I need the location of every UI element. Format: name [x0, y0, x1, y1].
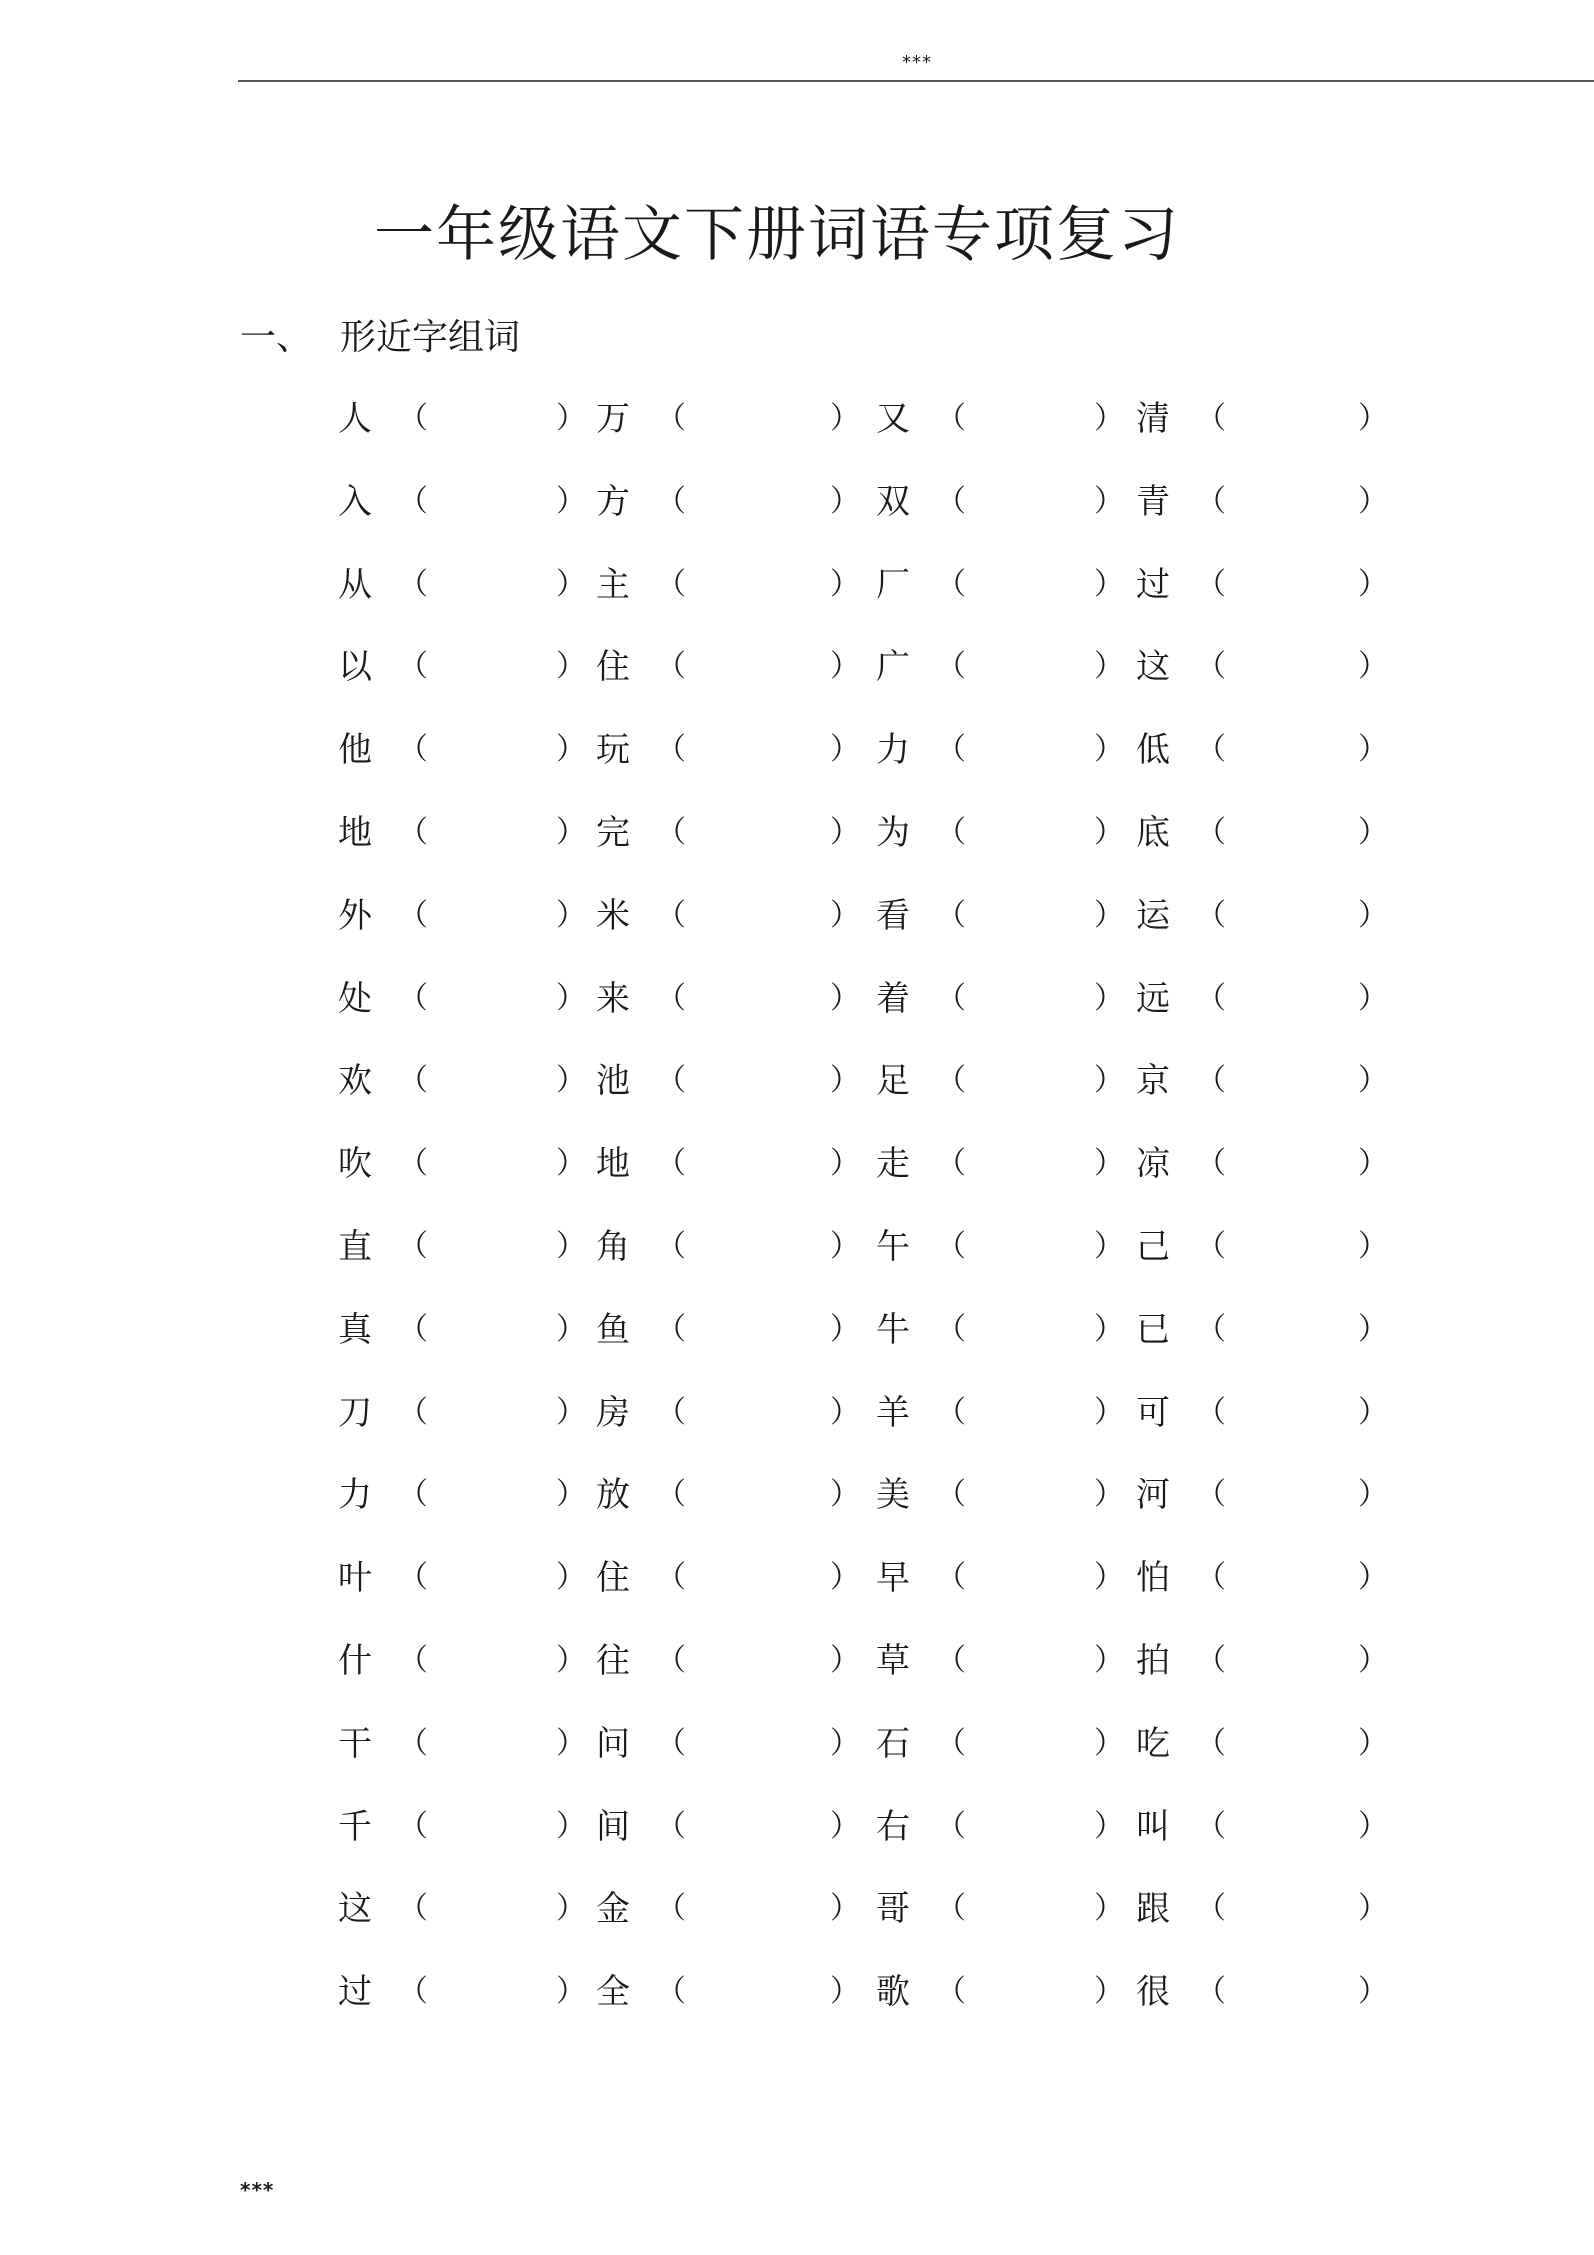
character: 刀: [338, 1392, 372, 1433]
open-paren: （: [656, 649, 686, 685]
open-paren: （: [1196, 1228, 1226, 1264]
character: 住: [596, 1558, 630, 1599]
close-paren: ）: [830, 1311, 860, 1347]
character: 广: [876, 647, 910, 688]
character: 万: [596, 399, 630, 439]
close-paren: ）: [1094, 814, 1124, 850]
open-paren: （: [1196, 1560, 1226, 1596]
word-row: [338, 1885, 1388, 1968]
open-paren: （: [398, 1560, 428, 1596]
close-paren: ）: [1094, 1063, 1124, 1099]
open-paren: （: [398, 814, 428, 850]
close-paren: ）: [830, 1063, 860, 1099]
character: 厂: [876, 564, 910, 605]
open-paren: （: [656, 1394, 686, 1430]
close-paren: ）: [1094, 1891, 1124, 1927]
character: 方: [596, 481, 630, 522]
character: 运: [1136, 895, 1170, 936]
character: 从: [338, 564, 372, 605]
close-paren: ）: [556, 980, 586, 1016]
open-paren: （: [936, 1560, 966, 1596]
open-paren: （: [1196, 732, 1226, 768]
close-paren: ）: [556, 1974, 586, 2010]
close-paren: ）: [556, 1560, 586, 1596]
open-paren: （: [398, 483, 428, 519]
close-paren: ）: [1358, 1311, 1388, 1347]
open-paren: （: [936, 483, 966, 519]
character: 池: [596, 1061, 630, 1102]
character: 房: [596, 1392, 630, 1433]
close-paren: ）: [830, 1146, 860, 1182]
close-paren: ）: [556, 1891, 586, 1927]
open-paren: （: [936, 1477, 966, 1513]
character: 真: [338, 1309, 372, 1350]
character: 远: [1136, 978, 1170, 1019]
character: 草: [876, 1640, 910, 1681]
open-paren: （: [1196, 566, 1226, 602]
close-paren: ）: [1358, 401, 1388, 436]
character: 双: [876, 481, 910, 522]
close-paren: ）: [556, 1146, 586, 1182]
word-row: [338, 1720, 1388, 1803]
open-paren: （: [398, 401, 428, 436]
character: 千: [338, 1806, 372, 1847]
character: 问: [596, 1723, 630, 1764]
close-paren: ）: [830, 897, 860, 933]
close-paren: ）: [1094, 1560, 1124, 1596]
close-paren: ）: [1358, 980, 1388, 1016]
character: 着: [876, 978, 910, 1019]
close-paren: ）: [830, 649, 860, 685]
open-paren: （: [656, 1477, 686, 1513]
close-paren: ）: [556, 732, 586, 768]
word-row: [338, 1057, 1388, 1140]
open-paren: （: [1196, 1808, 1226, 1844]
close-paren: ）: [556, 649, 586, 685]
open-paren: （: [1196, 1146, 1226, 1182]
close-paren: ）: [830, 401, 860, 436]
character: 主: [596, 564, 630, 605]
character: 什: [338, 1640, 372, 1681]
section-heading: [240, 317, 521, 358]
close-paren: ）: [556, 483, 586, 519]
open-paren: （: [1196, 814, 1226, 850]
close-paren: ）: [556, 1477, 586, 1513]
character: 他: [338, 730, 372, 771]
character: 来: [596, 978, 630, 1019]
character: 吃: [1136, 1723, 1170, 1764]
open-paren: （: [398, 1311, 428, 1347]
character: 地: [596, 1144, 630, 1185]
footer-mark: ***: [240, 2178, 275, 2202]
open-paren: （: [936, 1642, 966, 1678]
character: 可: [1136, 1392, 1170, 1433]
character: 叶: [338, 1558, 372, 1599]
open-paren: （: [656, 1063, 686, 1099]
close-paren: ）: [1358, 1228, 1388, 1264]
character: 间: [596, 1806, 630, 1847]
open-paren: （: [398, 566, 428, 602]
word-row: [338, 975, 1388, 1058]
character: 早: [876, 1558, 910, 1599]
close-paren: ）: [830, 1228, 860, 1264]
close-paren: ）: [1358, 1477, 1388, 1513]
close-paren: ）: [556, 566, 586, 602]
close-paren: ）: [1094, 1311, 1124, 1347]
open-paren: （: [936, 1311, 966, 1347]
close-paren: ）: [1358, 649, 1388, 685]
word-row: [338, 809, 1388, 892]
open-paren: （: [656, 1891, 686, 1927]
word-row: [338, 1471, 1388, 1554]
character: 角: [596, 1226, 630, 1267]
character: 以: [338, 647, 372, 688]
close-paren: ）: [1094, 566, 1124, 602]
close-paren: ）: [830, 814, 860, 850]
character: 凉: [1136, 1144, 1170, 1185]
character: 过: [338, 1972, 372, 2013]
word-row: [338, 1554, 1388, 1637]
close-paren: ）: [556, 1642, 586, 1678]
open-paren: （: [656, 732, 686, 768]
open-paren: （: [656, 401, 686, 436]
character: 金: [596, 1889, 630, 1930]
character: 右: [876, 1806, 910, 1847]
character: 足: [876, 1061, 910, 1102]
word-row: [338, 1803, 1388, 1886]
close-paren: ）: [1094, 732, 1124, 768]
close-paren: ）: [830, 1394, 860, 1430]
close-paren: ）: [1358, 1063, 1388, 1099]
open-paren: （: [936, 649, 966, 685]
close-paren: ）: [1358, 1891, 1388, 1927]
character: 米: [596, 895, 630, 936]
close-paren: ）: [1094, 897, 1124, 933]
character: 歌: [876, 1972, 910, 2013]
open-paren: （: [1196, 1311, 1226, 1347]
open-paren: （: [656, 1228, 686, 1264]
character: 牛: [876, 1309, 910, 1350]
character: 玩: [596, 730, 630, 771]
character: 人: [338, 399, 372, 439]
open-paren: （: [398, 1228, 428, 1264]
close-paren: ）: [1094, 483, 1124, 519]
character: 这: [1136, 647, 1170, 688]
open-paren: （: [1196, 649, 1226, 685]
character: 全: [596, 1972, 630, 2013]
character: 羊: [876, 1392, 910, 1433]
open-paren: （: [656, 980, 686, 1016]
character: 哥: [876, 1889, 910, 1930]
character: 己: [1136, 1226, 1170, 1267]
close-paren: ）: [830, 1808, 860, 1844]
character: 河: [1136, 1475, 1170, 1516]
open-paren: （: [398, 732, 428, 768]
close-paren: ）: [1094, 1228, 1124, 1264]
close-paren: ）: [1358, 814, 1388, 850]
character: 鱼: [596, 1309, 630, 1350]
close-paren: ）: [830, 483, 860, 519]
open-paren: （: [398, 1146, 428, 1182]
open-paren: （: [398, 1891, 428, 1927]
character: 清: [1136, 399, 1170, 439]
open-paren: （: [656, 897, 686, 933]
word-row: [338, 1306, 1388, 1389]
character: 欢: [338, 1061, 372, 1102]
open-paren: （: [398, 649, 428, 685]
character: 已: [1136, 1309, 1170, 1350]
character: 干: [338, 1723, 372, 1764]
character: 外: [338, 895, 372, 936]
open-paren: （: [656, 1725, 686, 1761]
open-paren: （: [936, 1808, 966, 1844]
close-paren: ）: [556, 1394, 586, 1430]
close-paren: ）: [830, 1974, 860, 2010]
close-paren: ）: [1094, 1642, 1124, 1678]
open-paren: （: [1196, 1974, 1226, 2010]
character: 很: [1136, 1972, 1170, 2013]
character: 入: [338, 481, 372, 522]
close-paren: ）: [556, 401, 586, 436]
open-paren: （: [936, 1228, 966, 1264]
section-number: 一、: [240, 317, 313, 358]
open-paren: （: [398, 1063, 428, 1099]
open-paren: （: [936, 1146, 966, 1182]
word-row: [338, 892, 1388, 975]
character: 完: [596, 812, 630, 853]
character: 地: [338, 812, 372, 853]
close-paren: ）: [830, 1642, 860, 1678]
word-row: [338, 1140, 1388, 1223]
character: 美: [876, 1475, 910, 1516]
character: 看: [876, 895, 910, 936]
section-label: 形近字组词: [340, 317, 521, 358]
close-paren: ）: [830, 980, 860, 1016]
close-paren: ）: [830, 566, 860, 602]
close-paren: ）: [1094, 401, 1124, 436]
open-paren: （: [1196, 1477, 1226, 1513]
close-paren: ）: [1358, 1560, 1388, 1596]
open-paren: （: [1196, 1642, 1226, 1678]
close-paren: ）: [1094, 980, 1124, 1016]
open-paren: （: [398, 897, 428, 933]
close-paren: ）: [1358, 1974, 1388, 2010]
open-paren: （: [936, 1974, 966, 2010]
character: 力: [876, 730, 910, 771]
document-title: 一年级语文下册词语专项复习: [374, 200, 1180, 270]
close-paren: ）: [1094, 1146, 1124, 1182]
close-paren: ）: [1094, 1974, 1124, 2010]
open-paren: （: [1196, 1891, 1226, 1927]
close-paren: ）: [1094, 1477, 1124, 1513]
close-paren: ）: [830, 1725, 860, 1761]
character: 往: [596, 1640, 630, 1681]
close-paren: ）: [1358, 1146, 1388, 1182]
open-paren: （: [398, 1394, 428, 1430]
close-paren: ）: [1094, 1725, 1124, 1761]
open-paren: （: [936, 1394, 966, 1430]
open-paren: （: [936, 732, 966, 768]
close-paren: ）: [556, 897, 586, 933]
open-paren: （: [1196, 401, 1226, 436]
character: 直: [338, 1226, 372, 1267]
open-paren: （: [1196, 1394, 1226, 1430]
close-paren: ）: [1358, 1808, 1388, 1844]
character: 跟: [1136, 1889, 1170, 1930]
character: 吹: [338, 1144, 372, 1185]
character: 青: [1136, 481, 1170, 522]
open-paren: （: [936, 897, 966, 933]
close-paren: ）: [556, 1228, 586, 1264]
open-paren: （: [936, 1725, 966, 1761]
close-paren: ）: [830, 1560, 860, 1596]
open-paren: （: [1196, 980, 1226, 1016]
character: 石: [876, 1723, 910, 1764]
close-paren: ）: [830, 732, 860, 768]
close-paren: ）: [1094, 1808, 1124, 1844]
close-paren: ）: [1358, 483, 1388, 519]
word-row: [338, 561, 1388, 644]
character: 住: [596, 647, 630, 688]
character: 午: [876, 1226, 910, 1267]
open-paren: （: [1196, 1725, 1226, 1761]
close-paren: ）: [1358, 1642, 1388, 1678]
character: 叫: [1136, 1806, 1170, 1847]
word-row: [338, 478, 1388, 561]
word-row: [338, 1968, 1388, 2051]
word-row: [338, 726, 1388, 809]
word-row: [338, 1223, 1388, 1306]
word-row: [338, 643, 1388, 726]
close-paren: ）: [556, 1063, 586, 1099]
close-paren: ）: [1094, 649, 1124, 685]
word-row: [338, 395, 1388, 478]
open-paren: （: [936, 1891, 966, 1927]
close-paren: ）: [1358, 566, 1388, 602]
open-paren: （: [398, 1808, 428, 1844]
character: 走: [876, 1144, 910, 1185]
character: 拍: [1136, 1640, 1170, 1681]
close-paren: ）: [830, 1891, 860, 1927]
close-paren: ）: [556, 1808, 586, 1844]
character: 这: [338, 1889, 372, 1930]
character: 为: [876, 812, 910, 853]
open-paren: （: [1196, 483, 1226, 519]
character: 低: [1136, 730, 1170, 771]
character: 过: [1136, 564, 1170, 605]
open-paren: （: [656, 1642, 686, 1678]
open-paren: （: [398, 1477, 428, 1513]
close-paren: ）: [1358, 1725, 1388, 1761]
character: 力: [338, 1475, 372, 1516]
open-paren: （: [656, 1560, 686, 1596]
close-paren: ）: [830, 1477, 860, 1513]
close-paren: ）: [1358, 1394, 1388, 1430]
character: 京: [1136, 1061, 1170, 1102]
open-paren: （: [1196, 1063, 1226, 1099]
header-mark: ***: [902, 52, 932, 73]
word-row: [338, 1637, 1388, 1720]
close-paren: ）: [556, 1725, 586, 1761]
close-paren: ）: [556, 1311, 586, 1347]
open-paren: （: [936, 1063, 966, 1099]
open-paren: （: [936, 980, 966, 1016]
open-paren: （: [936, 401, 966, 436]
character: 怕: [1136, 1558, 1170, 1599]
open-paren: （: [1196, 897, 1226, 933]
open-paren: （: [656, 1974, 686, 2010]
word-row: [338, 1389, 1388, 1472]
open-paren: （: [656, 1146, 686, 1182]
open-paren: （: [656, 483, 686, 519]
character: 又: [876, 399, 910, 439]
open-paren: （: [656, 1808, 686, 1844]
close-paren: ）: [556, 814, 586, 850]
open-paren: （: [398, 1642, 428, 1678]
close-paren: ）: [1358, 732, 1388, 768]
header-rule: [238, 80, 1594, 82]
character: 放: [596, 1475, 630, 1516]
open-paren: （: [656, 566, 686, 602]
open-paren: （: [398, 1974, 428, 2010]
character: 底: [1136, 812, 1170, 853]
close-paren: ）: [1094, 1394, 1124, 1430]
open-paren: （: [656, 814, 686, 850]
word-grid: [338, 395, 1388, 2051]
open-paren: （: [398, 1725, 428, 1761]
open-paren: （: [936, 566, 966, 602]
open-paren: （: [398, 980, 428, 1016]
open-paren: （: [656, 1311, 686, 1347]
character: 处: [338, 978, 372, 1019]
close-paren: ）: [1358, 897, 1388, 933]
open-paren: （: [936, 814, 966, 850]
